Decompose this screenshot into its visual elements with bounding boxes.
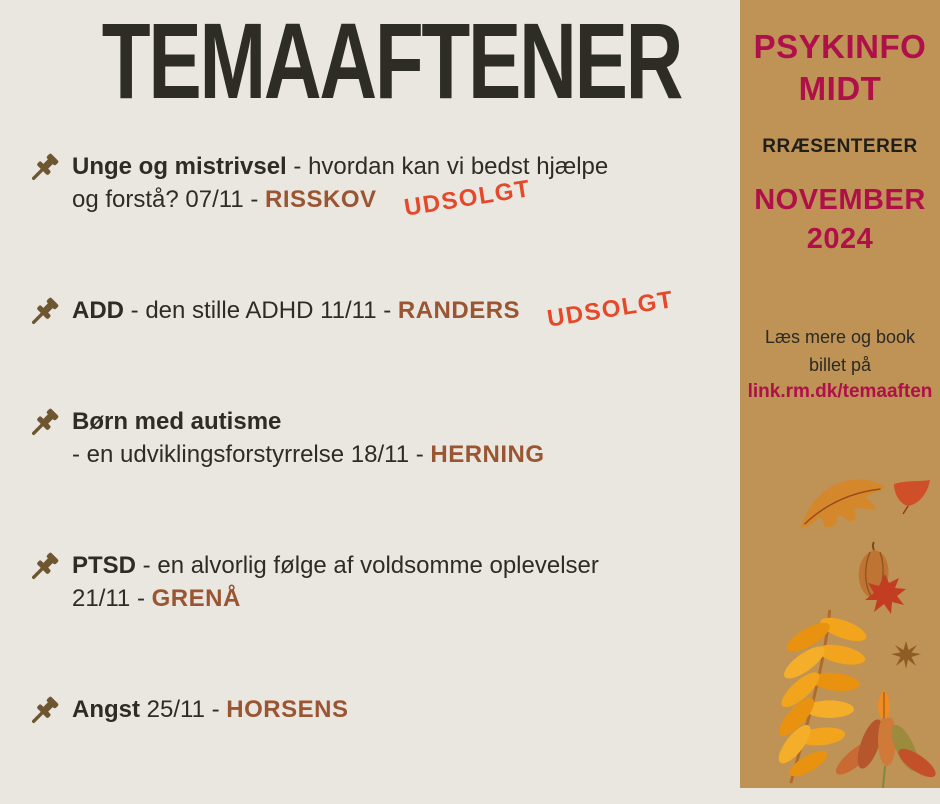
poster-sidebar [740,0,940,788]
event-description-line2: - en udviklingsforstyrrelse 18/11 - [72,441,431,468]
event-line2 [72,438,740,471]
event-item [0,405,740,471]
event-item [0,150,740,222]
event-location: GRENÅ [151,585,241,612]
event-description-line2: og forstå? 07/11 - [72,186,266,213]
pushpin-icon [26,150,62,186]
booking-link: link.rm.dk/temaaften [747,381,933,402]
event-item [0,549,740,615]
pushpin-icon [26,549,62,585]
event-item [0,693,740,726]
event-location: HERNING [430,441,545,468]
event-title: ADD [72,297,124,324]
poster-title: TEMAAFTENER [101,0,682,121]
event-location: HORSENS [226,696,349,723]
pushpin-icon [26,693,62,729]
event-title: PTSD [72,552,137,579]
event-title: Unge og mistrivsel [72,153,287,180]
event-line1 [72,693,740,726]
event-line1 [72,286,740,333]
event-title: Angst [72,696,140,723]
event-item [0,286,740,333]
oak-leaf-icon [795,470,890,545]
cta-text: Læs mere og book billet på [764,327,916,375]
event-line1 [72,150,740,183]
sold-out-badge: UDSOLGT [545,286,676,333]
event-location: RANDERS [397,297,521,324]
sold-out-badge: UDSOLGT [401,175,533,222]
org-name: PSYKINFO MIDT [753,28,927,107]
event-description: - hvordan kan vi bedst hjælpe [286,153,609,180]
event-title: Børn med autisme [72,408,282,435]
event-description: - den stille ADHD 11/11 - [124,297,398,324]
event-line2 [72,175,740,222]
event-line2 [72,582,740,615]
month-label: NOVEMBER 2024 [754,184,926,255]
pushpin-icon [26,405,62,441]
presents-label: RRÆSENTERER [762,136,918,157]
creeper-leaf-icon [825,718,940,788]
event-list [0,150,740,804]
red-leaf-icon [892,478,932,516]
event-line1 [72,549,740,582]
event-line1 [72,405,740,438]
pushpin-icon [26,294,62,330]
event-description: - en alvorlig følge af voldsomme oplevelser [136,552,599,579]
event-description: 25/11 - [140,696,227,723]
event-description-line2: 21/11 - [72,585,152,612]
event-location: RISSKOV [265,186,377,213]
star-anise-icon [890,640,922,670]
